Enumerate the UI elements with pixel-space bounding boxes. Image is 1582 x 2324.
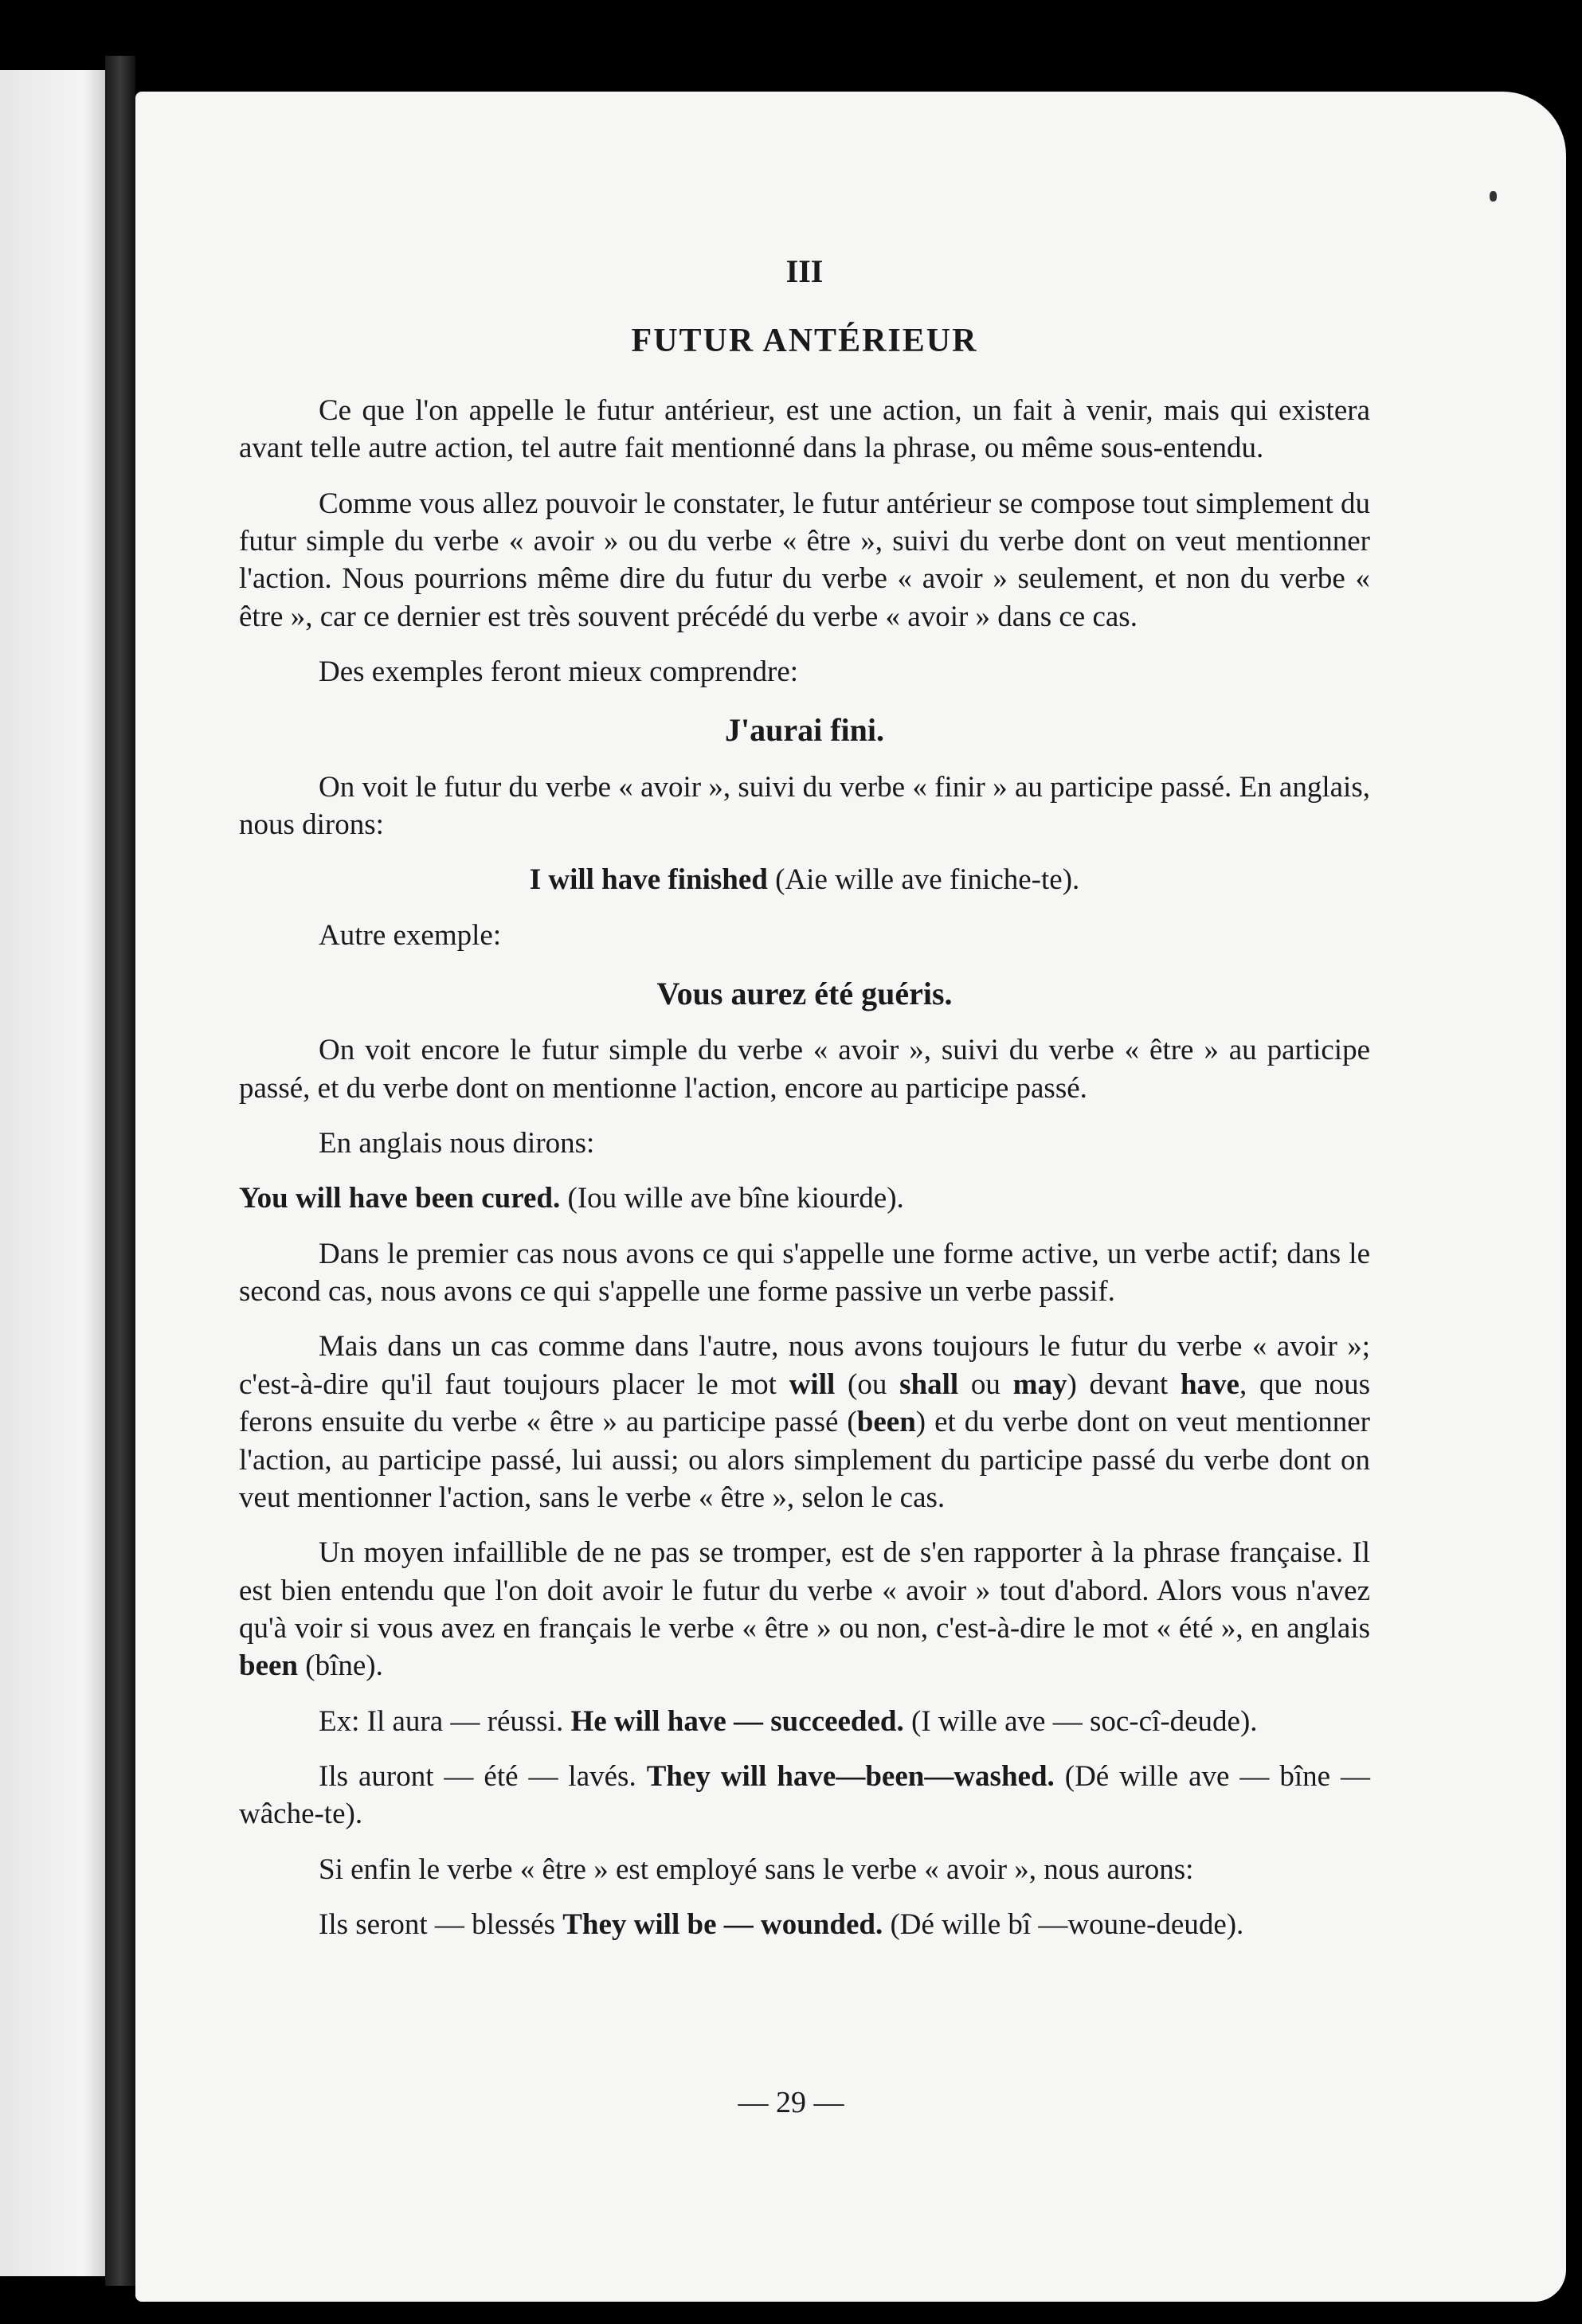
chapter-title: FUTUR ANTÉRIEUR bbox=[631, 323, 978, 360]
paragraph-2: Comme vous allez pouvoir le constater, le futur antérieur se compose tout simplement du futur simple du verbe « avoir » ou du verbe « être », suivi du verbe dont on veut mentionner l'action. Nous pourrions même dire du futur du verbe « avoir » seulement, et non du verbe « être », car ce dernier est très souvent précédé du verbe « avoir » dans ce cas. bbox=[239, 487, 1370, 633]
example-7 bbox=[239, 1906, 1370, 1943]
paragraph-8: Dans le premier cas nous avons ce qui s'appelle une forme active, un verbe actif; dans le second cas, nous avons ce qui s'appelle une forme passive un verbe passif. bbox=[239, 1237, 1370, 1309]
example-5-french: Ex: Il aura — réussi. bbox=[319, 1704, 564, 1738]
p10-text-a: Un moyen infaillible de ne pas se tromper, est de s'en rapporter à la phrase française. Il est bien entendu que l'on doit avoir le futur du verbe « avoir » tout d'abord. Alors vous n'avez qu'à voir si vous avez en français le verbe « être » ou non, c'est-à-dire le mot « été », en anglais bbox=[239, 1536, 1370, 1645]
p10-been: been bbox=[239, 1649, 298, 1683]
example-5 bbox=[239, 1703, 1370, 1740]
previous-page-edge bbox=[0, 70, 105, 2276]
example-6-english: They will have—been—washed. bbox=[646, 1760, 1055, 1794]
page-content bbox=[239, 251, 1370, 1961]
example-6 bbox=[239, 1758, 1370, 1833]
paragraph-5: Autre exemple: bbox=[319, 918, 502, 952]
example-6-pronunciation: (Dé wille ave — bîne — wâche-te). bbox=[239, 1760, 1371, 1831]
p9-may: may bbox=[1012, 1367, 1067, 1401]
example-4-pronunciation: (Iou wille ave bîne kiourde). bbox=[567, 1182, 904, 1215]
paragraph-3: Des exemples feront mieux comprendre: bbox=[319, 655, 799, 689]
page-speck bbox=[1490, 191, 1497, 201]
example-2-pronunciation: (Aie wille ave finiche-te). bbox=[775, 863, 1080, 897]
example-6-french: Ils auront — été — lavés. bbox=[319, 1760, 636, 1794]
paragraph-1: Ce que l'on appelle le futur antérieur, est une action, un fait à venir, mais qui existera avant telle autre action, tel autre fait mentionné dans la phrase, ou même sous-entendu. bbox=[239, 393, 1370, 465]
p9-have: have bbox=[1180, 1367, 1239, 1401]
example-4 bbox=[239, 1180, 1370, 1217]
p9-text-b: (ou bbox=[835, 1367, 900, 1401]
example-7-french: Ils seront — blessés bbox=[319, 1908, 555, 1942]
p9-will: will bbox=[789, 1367, 836, 1401]
example-3: Vous aurez été guéris. bbox=[656, 976, 953, 1012]
p9-text-f: ) et du verbe dont on veut mentionner l'action, au participe passé, lui aussi; ou alors simplement du participe passé du verbe dont on veut mentionner l'action, sans le verbe « être », selon le cas. bbox=[239, 1406, 1370, 1514]
p9-text-d: ) devant bbox=[1067, 1367, 1181, 1401]
paragraph-9 bbox=[239, 1328, 1370, 1516]
p9-shall: shall bbox=[899, 1367, 959, 1401]
p9-been: been bbox=[856, 1406, 916, 1439]
p9-text-e: , que nous ferons ensuite du verbe « être » au participe passé ( bbox=[239, 1367, 1371, 1439]
example-1: J'aurai fini. bbox=[724, 712, 885, 749]
book-gutter bbox=[105, 56, 135, 2286]
example-2-english: I will have finished bbox=[529, 863, 768, 897]
p9-text-c: ou bbox=[958, 1367, 1013, 1401]
page-number: — 29 — bbox=[738, 2086, 844, 2119]
paragraph-10 bbox=[239, 1534, 1370, 1684]
p9-text-a: Mais dans un cas comme dans l'autre, nous avons toujours le futur du verbe « avoir »; c'est-à-dire qu'il faut toujours placer le mot bbox=[239, 1330, 1370, 1401]
example-2 bbox=[239, 861, 1370, 898]
example-7-english: They will be — wounded. bbox=[562, 1908, 883, 1942]
paragraph-11: Si enfin le verbe « être » est employé sans le verbe « avoir », nous aurons: bbox=[319, 1853, 1194, 1886]
chapter-number: III bbox=[785, 253, 824, 289]
paragraph-6: On voit encore le futur simple du verbe « avoir », suivi du verbe « être » au participe passé, et du verbe dont on mentionne l'action, encore au participe passé. bbox=[239, 1034, 1370, 1105]
paragraph-7: En anglais nous dirons: bbox=[319, 1126, 595, 1160]
example-4-english: You will have been cured. bbox=[239, 1182, 561, 1215]
example-7-pronunciation: (Dé wille bî —woune-deude). bbox=[890, 1908, 1244, 1942]
example-5-english: He will have — succeeded. bbox=[570, 1704, 904, 1738]
paragraph-4: On voit le futur du verbe « avoir », suivi du verbe « finir » au participe passé. En anglais, nous dirons: bbox=[239, 770, 1370, 841]
p10-text-b: (bîne). bbox=[298, 1649, 383, 1683]
example-5-pronunciation: (I wille ave — soc-cî-deude). bbox=[911, 1704, 1258, 1738]
